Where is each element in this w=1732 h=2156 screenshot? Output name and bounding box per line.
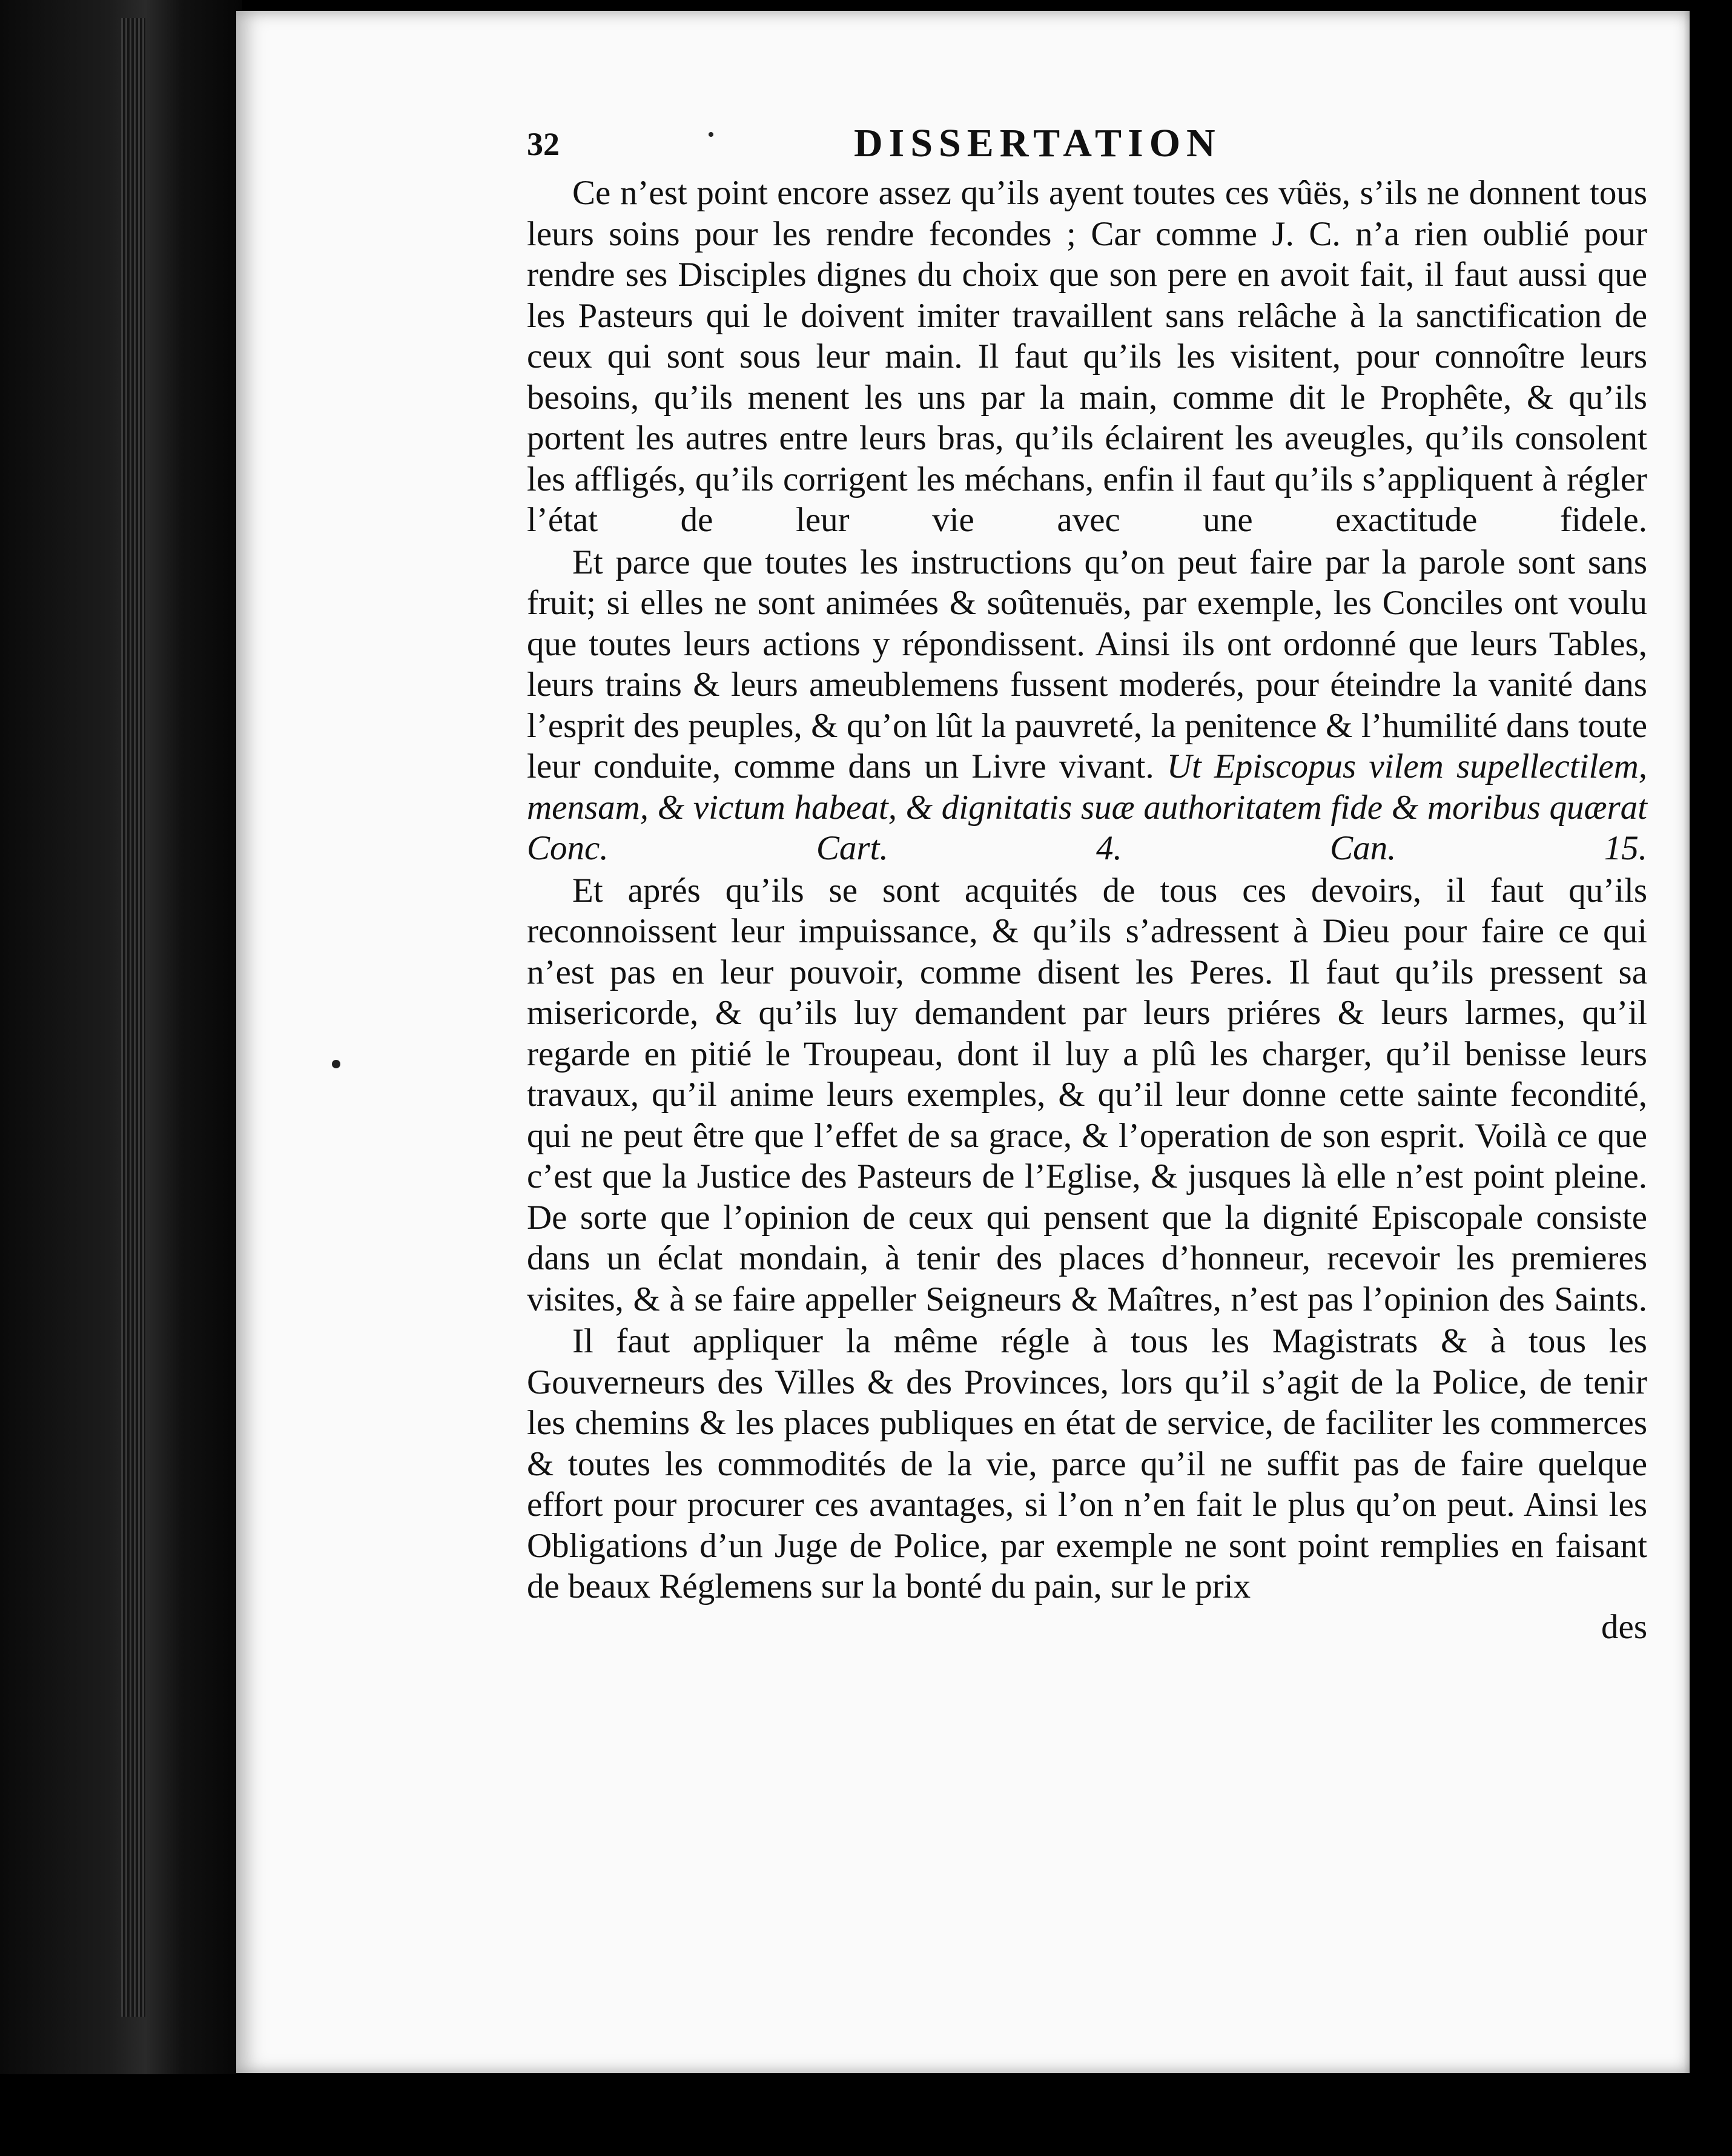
page-number: 32	[527, 126, 560, 162]
ink-speck	[709, 132, 713, 137]
page-shadow	[1684, 0, 1732, 2156]
paragraph-3	[527, 870, 1647, 1320]
running-head: DISSERTATION	[854, 121, 1221, 165]
latin-quotation: Ut Episcopus vilem supellectilem, mensam, & victum habeat, & dignitatis suæ authoritatem fide & moribus quærat Conc. Cart. 4. Can. 15.	[527, 747, 1647, 867]
paragraph-3-text: Et aprés qu’ils se sont acquités de tous ces devoirs, il faut qu’ils reconnoissent leur impuissance, & qu’ils s’adressent à Dieu pour faire ce qui n’est pas en leur pouvoir, comme disent les Peres. Il faut qu’ils pressent sa misericorde, & qu’ils luy demandent par leurs priéres & leurs larmes, qu’il regarde en pitié le Troupeau, dont il luy a plû les charger, qu’il benisse leurs travaux, qu’il anime leurs exemples, & qu’il leur donne cette sainte fecondité, qui ne peut être que l’effet de sa grace, & l’operation de son esprit. Voilà ce que c’est que la Justice des Pasteurs de l’Eglise, & jusques là elle n’est point pleine. De sorte que l’opinion de ceux qui pensent que la dignité Episcopale consiste dans un éclat mondain, à tenir des places d’honneur, recevoir les premieres visites, & à se faire appeller Seigneurs & Maîtres, n’est pas l’opinion des Saints.	[527, 871, 1647, 1318]
paragraph-2-text: Et parce que toutes les instructions qu’on peut faire par la parole sont sans fruit; si elles ne sont animées & soûtenuës, par exemple, les Conciles ont voulu que toutes leurs actions y répondissent. Ainsi ils ont ordonné que leurs Tables, leurs trains & leurs ameublemens fussent moderés, pour éteindre la vanité dans l’esprit des peuples, & qu’on lût la pauvreté, la penitence & l’humilité dans toute leur conduite, comme dans un Livre vivant.	[527, 543, 1647, 785]
ink-speck	[332, 1060, 340, 1068]
page-header	[527, 121, 1647, 173]
scan-border	[0, 2074, 1732, 2156]
book-gutter	[0, 0, 242, 2156]
paragraph-2	[527, 542, 1647, 869]
paragraph-1	[527, 173, 1647, 541]
paragraph-4	[527, 1321, 1647, 1607]
paragraph-1-text: Ce n’est point encore assez qu’ils ayent toutes ces vûës, s’ils ne donnent tous leurs soins pour les rendre fecondes ; Car comme J. C. n’a rien oublié pour rendre ses Disciples dignes du choix que son pere en avoit fait, il faut aussi que les Pasteurs qui le doivent imiter travaillent sans relâche à la sanctification de ceux qui sont sous leur main. Il faut qu’ils les visitent, pour connoître leurs besoins, qu’ils menent les uns par la main, comme dit le Prophête, & qu’ils portent les autres entre leurs bras, qu’ils éclairent les aveugles, qu’ils consolent les affligés, qu’ils corrigent les méchans, enfin il faut qu’ils s’appliquent à régler l’état de leur vie avec une exactitude fidele.	[527, 174, 1647, 539]
page-edges	[121, 18, 145, 2017]
catchword: des	[1601, 1607, 1647, 1646]
paragraph-4-text: Il faut appliquer la même régle à tous les Magistrats & à tous les Gouverneurs des Villes & des Provinces, lors qu’il s’agit de la Police, de tenir les chemins & les places publiques en état de service, de faciliter les commerces & toutes les commodités de la vie, parce qu’il ne suffit pas de faire quelque effort pour procurer ces avantages, si l’on n’en fait le plus qu’on peut. Ainsi les Obligations d’un Juge de Police, par exemple ne sont point remplies en faisant de beaux Réglemens sur la bonté du pain, sur le prix	[527, 1322, 1647, 1605]
page-text	[527, 121, 1647, 1648]
